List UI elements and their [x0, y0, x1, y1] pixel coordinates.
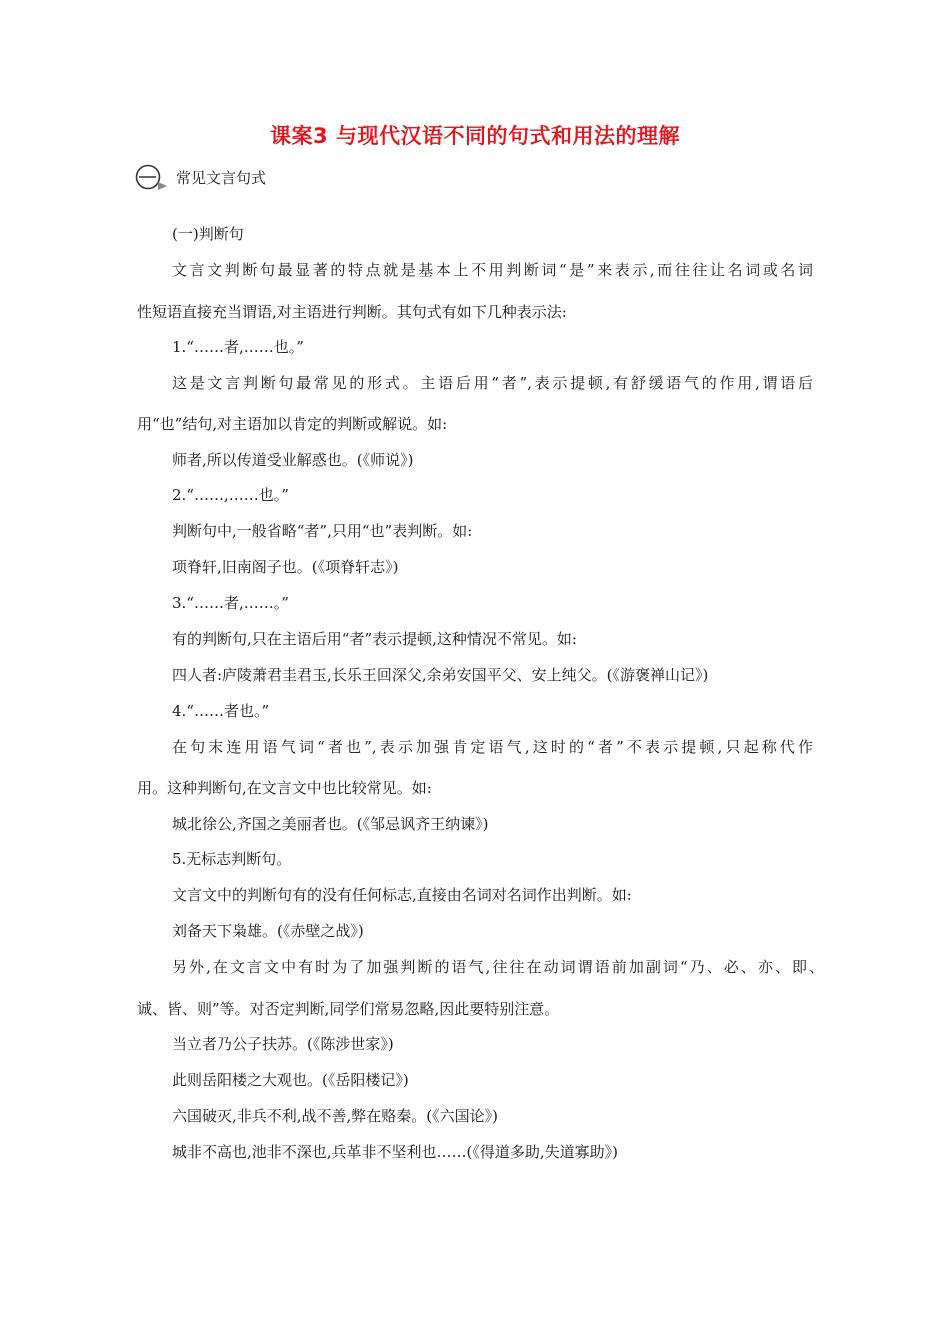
paragraph-line: 有的判断句,只在主语后用“者”表示提顿,这种情况不常见。如:	[172, 630, 577, 648]
paragraph-line: 在句末连用语气词“者也”,表示加强肯定语气,这时的“者”不表示提顿,只起称代作	[172, 738, 813, 756]
pattern-heading: 5.无标志判断句。	[172, 850, 292, 868]
pattern-heading: 1.“……者,……也。”	[172, 338, 304, 356]
paragraph-line: 文言文中的判断句有的没有任何标志,直接由名词对名词作出判断。如:	[172, 886, 632, 904]
section-label: 常见文言句式	[176, 169, 267, 187]
paragraph-line: 这是文言判断句最常见的形式。主语后用“者”,表示提顿,有舒缓语气的作用,谓语后	[172, 374, 813, 392]
paragraph-line: 文言文判断句最显著的特点就是基本上不用判断词“是”来表示,而往往让名词或名词	[172, 261, 813, 279]
paragraph-line: 另外,在文言文中有时为了加强判断的语气,往往在动词谓语前加副词“乃、必、亦、即、	[172, 958, 824, 976]
example-line: 城非不高也,池非不深也,兵革非不坚利也……(《得道多助,失道寡助》)	[172, 1143, 619, 1161]
example-line: 当立者乃公子扶苏。(《陈涉世家》)	[172, 1035, 394, 1053]
paragraph-line: 判断句中,一般省略“者”,只用“也”表判断。如:	[172, 522, 473, 540]
example-line: 城北徐公,齐国之美丽者也。(《邹忌讽齐王纳谏》)	[172, 815, 489, 833]
example-line: 师者,所以传道受业解惑也。(《师说》)	[172, 451, 414, 469]
section-heading	[134, 163, 266, 193]
example-line: 项脊轩,旧南阁子也。(《项脊轩志》)	[172, 558, 399, 576]
pattern-heading: 2.“……,……也。”	[172, 486, 289, 504]
subheading-judgment: (一)判断句	[172, 225, 244, 243]
paragraph-line: 用“也”结句,对主语加以肯定的判断或解说。如:	[137, 415, 448, 433]
page-title: 课案3 与现代汉语不同的句式和用法的理解	[270, 124, 680, 148]
paragraph-line: 用。这种判断句,在文言文中也比较常见。如:	[137, 779, 432, 797]
example-line: 四人者:庐陵萧君圭君玉,长乐王回深父,余弟安国平父、安上纯父。(《游褒禅山记》)	[172, 666, 709, 684]
example-line: 此则岳阳楼之大观也。(《岳阳楼记》)	[172, 1071, 409, 1089]
paragraph-line: 性短语直接充当谓语,对主语进行判断。其句式有如下几种表示法:	[137, 303, 567, 321]
example-line: 刘备天下枭雄。(《赤壁之战》)	[172, 922, 364, 940]
paragraph-line: 诚、皆、则”等。对否定判断,同学们常易忽略,因此要特别注意。	[137, 1000, 560, 1018]
circled-one-arrow-icon	[134, 163, 172, 193]
pattern-heading: 4.“……者也。”	[172, 702, 270, 720]
pattern-heading: 3.“……者,……。”	[172, 594, 289, 612]
example-line: 六国破灭,非兵不利,战不善,弊在赂秦。(《六国论》)	[172, 1107, 499, 1125]
